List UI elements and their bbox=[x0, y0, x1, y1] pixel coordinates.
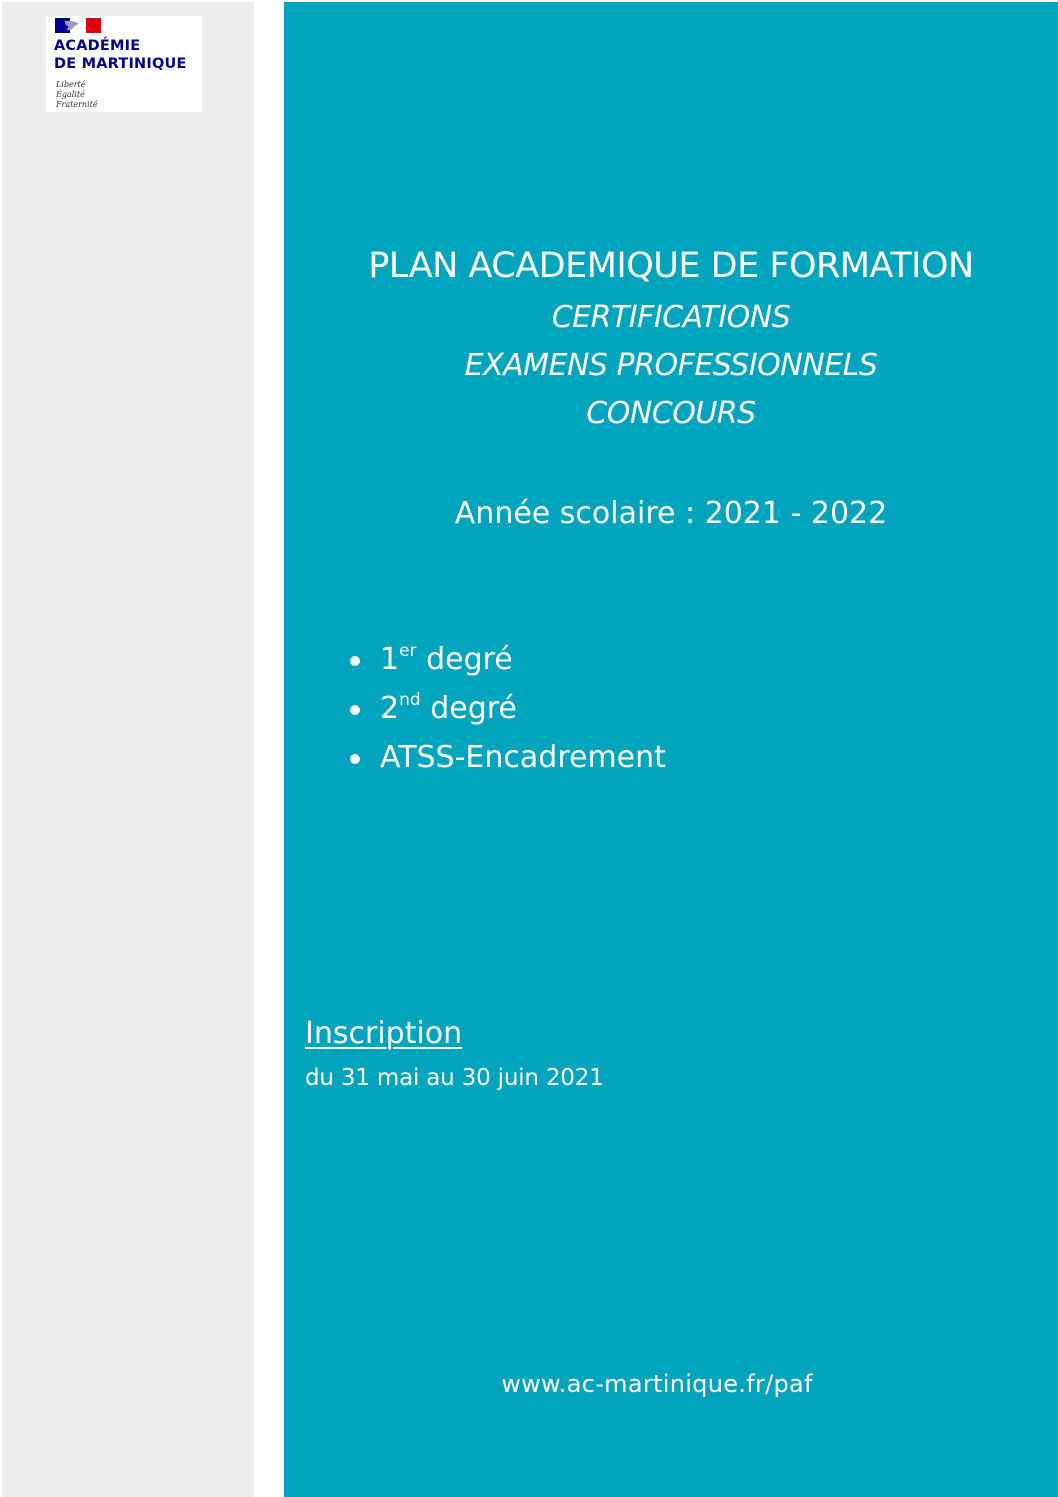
level-suffix: degré bbox=[420, 691, 517, 726]
bullet-icon bbox=[350, 754, 360, 764]
motto-liberte: Liberté bbox=[56, 80, 86, 89]
website-link[interactable]: www.ac-martinique.fr/paf bbox=[501, 1370, 813, 1398]
logo-line-1: ACADÉMIE bbox=[54, 38, 141, 54]
subtitle-examens: EXAMENS PROFESSIONNELS bbox=[464, 348, 878, 383]
level-sup: er bbox=[399, 641, 417, 661]
subtitle-certifications: CERTIFICATIONS bbox=[551, 300, 791, 335]
level-sup: nd bbox=[399, 690, 421, 710]
level-prefix: ATSS-Encadrement bbox=[380, 740, 666, 775]
website-link-container bbox=[284, 1368, 1058, 1400]
inscription-heading: Inscription bbox=[305, 1016, 463, 1051]
inscription-dates: du 31 mai au 30 juin 2021 bbox=[305, 1065, 604, 1091]
bullet-icon bbox=[350, 656, 360, 666]
left-gray-band bbox=[2, 2, 254, 1497]
level-suffix: degré bbox=[416, 642, 513, 677]
levels-list bbox=[348, 638, 666, 785]
document-title: PLAN ACADEMIQUE DE FORMATION bbox=[368, 246, 974, 286]
marianne-flag-icon bbox=[55, 18, 101, 33]
level-prefix: 1 bbox=[380, 642, 400, 677]
list-item bbox=[348, 687, 666, 736]
list-item bbox=[348, 638, 666, 687]
logo-line-2: DE MARTINIQUE bbox=[54, 56, 187, 72]
level-prefix: 2 bbox=[380, 691, 400, 726]
motto-fraternite: Fraternité bbox=[56, 100, 98, 109]
motto-egalite: Égalité bbox=[56, 90, 85, 99]
bullet-icon bbox=[350, 705, 360, 715]
subtitle-concours: CONCOURS bbox=[586, 396, 756, 431]
list-item bbox=[348, 736, 666, 785]
school-year: Année scolaire : 2021 - 2022 bbox=[454, 496, 888, 531]
academie-logo bbox=[46, 16, 202, 112]
